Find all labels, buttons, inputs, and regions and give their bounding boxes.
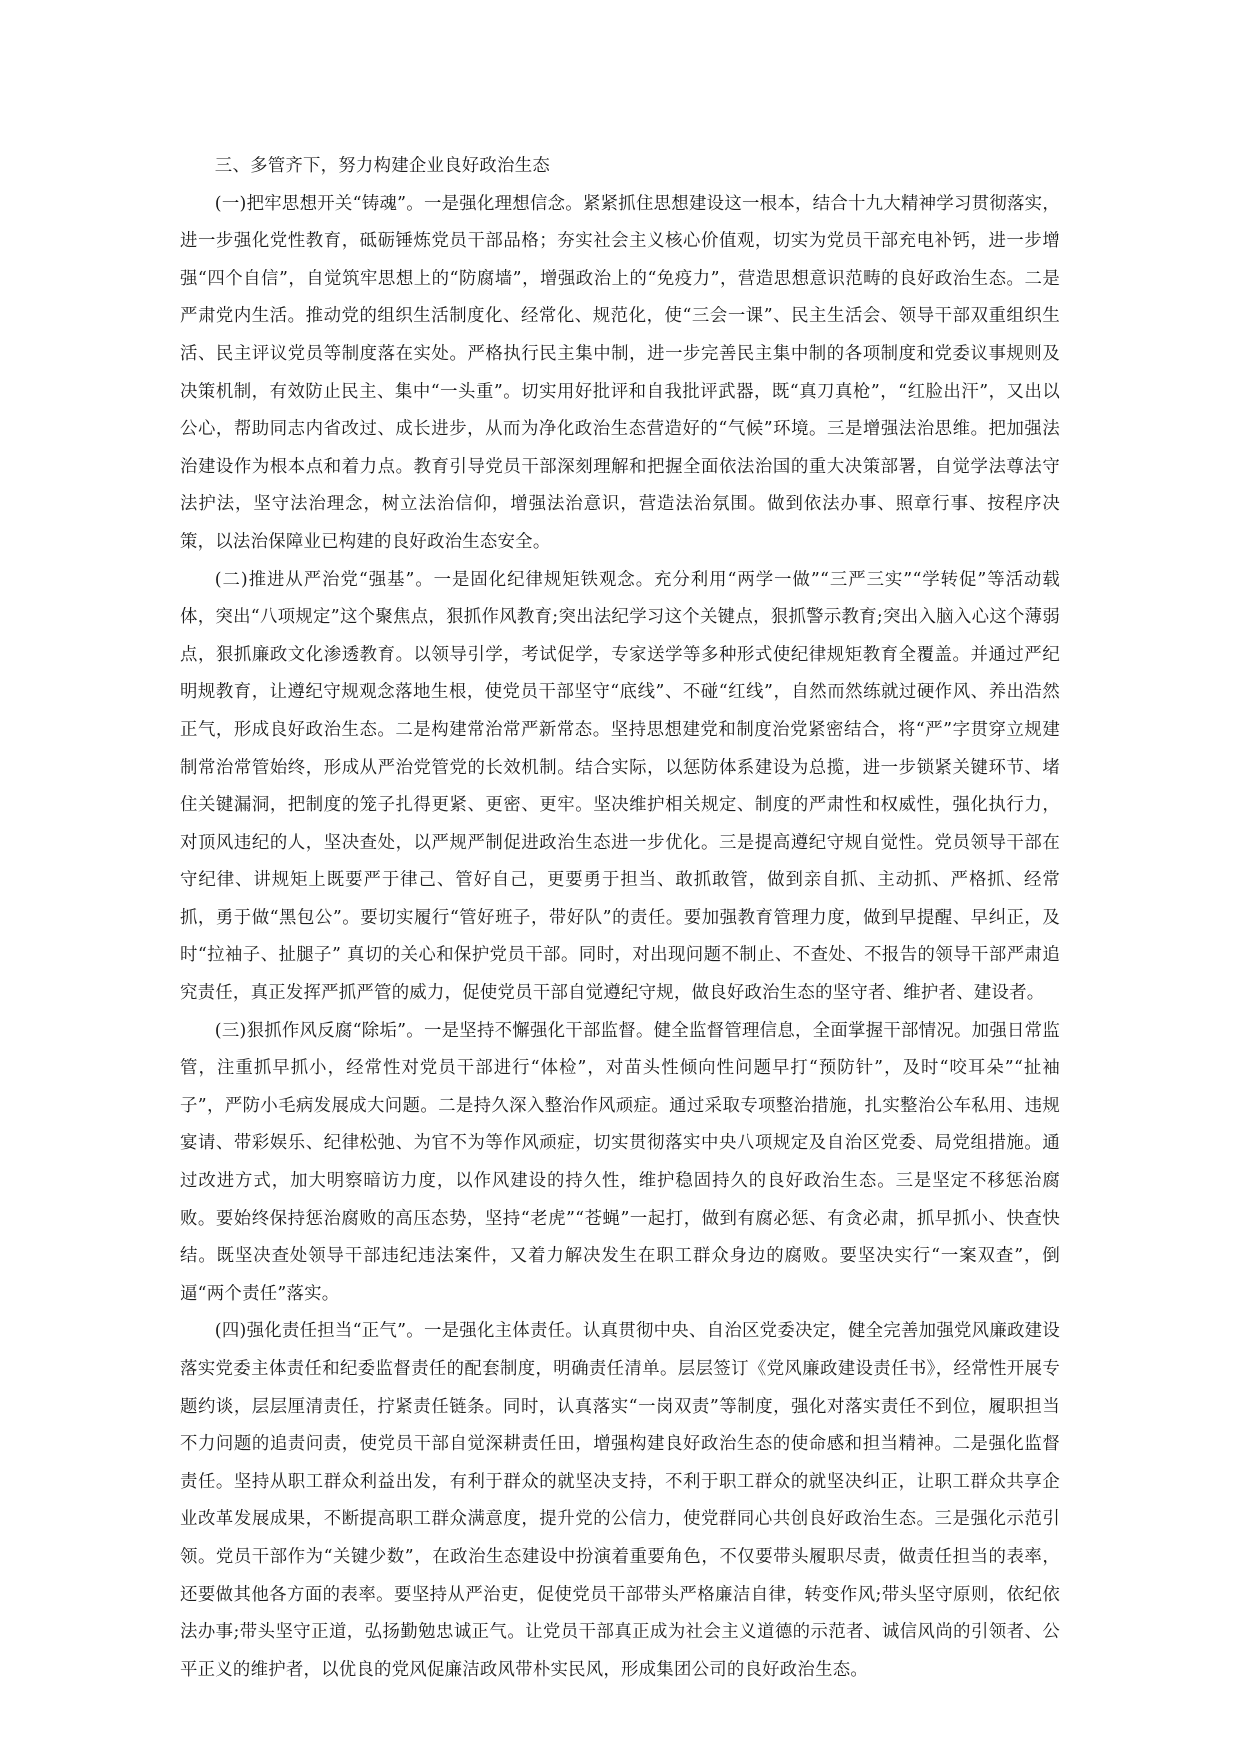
paragraph-2: (二)推进从严治党“强基”。一是固化纪律规矩铁观念。充分利用“两学一做”“三严三实”“学转促”等活动载体，突出“八项规定”这个聚焦点，狠抓作风教育;突出法纪学习这个关键点，狠抓警示教育;突出入脑入心这个薄弱点，狠抓廉政文化渗透教育。以领导引学，考试促学，专家送学等多种形式使纪律规矩教育全覆盖。并通过严纪明规教育，让遵纪守规观念落地生根，使党员干部坚守“底线”、不碰“红线”，自然而然练就过硬作风、养出浩然正气，形成良好政治生态。二是构建常治常严新常态。坚持思想建党和制度治党紧密结合，将“严”字贯穿立规建制常治常管始终，形成从严治党管党的长效机制。结合实际，以惩防体系建设为总揽，进一步锁紧关键环节、堵住关键漏洞，把制度的笼子扎得更紧、更密、更牢。坚决维护相关规定、制度的严肃性和权威性，强化执行力，对顶风违纪的人，坚决查处，以严规严制促进政治生态进一步优化。三是提高遵纪守规自觉性。党员领导干部在守纪律、讲规矩上既要严于律己、管好自己，更要勇于担当、敢抓敢管，做到亲自抓、主动抓、严格抓、经常抓，勇于做“黑包公”。要切实履行“管好班子，带好队”的责任。要加强教育管理力度，做到早提醒、早纠正，及时“拉袖子、扯腿子” 真切的关心和保护党员干部。同时，对出现问题不制止、不查处、不报告的领导干部严肃追究责任，真正发挥严抓严管的威力，促使党员干部自觉遵纪守规，做良好政治生态的坚守者、维护者、建设者。 [180, 569, 1060, 1004]
document-body [180, 148, 1060, 1689]
paragraph-4: (四)强化责任担当“正气”。一是强化主体责任。认真贯彻中央、自治区党委决定，健全完善加强党风廉政建设落实党委主体责任和纪委监督责任的配套制度，明确责任清单。层层签订《党风廉政建设责任书》，经常性开展专题约谈，层层厘清责任，拧紧责任链条。同时，认真落实“一岗双责”等制度，强化对落实责任不到位，履职担当不力问题的追责问责，使党员干部自觉深耕责任田，增强构建良好政治生态的使命感和担当精神。二是强化监督责任。坚持从职工群众利益出发，有利于群众的就坚决支持，不利于职工群众的就坚决纠正，让职工群众共享企业改革发展成果，不断提高职工群众满意度，提升党的公信力，使党群同心共创良好政治生态。三是强化示范引领。党员干部作为“关键少数”，在政治生态建设中扮演着重要角色，不仅要带头履职尽责，做责任担当的表率，还要做其他各方面的表率。要坚持从严治吏，促使党员干部带头严格廉洁自律，转变作风;带头坚守原则，依纪依法办事;带头坚守正道，弘扬勤勉忠诚正气。让党员干部真正成为社会主义道德的示范者、诚信风尚的引领者、公平正义的维护者，以优良的党风促廉洁政风带朴实民风，形成集团公司的良好政治生态。 [180, 1321, 1060, 1680]
paragraph-3: (三)狠抓作风反腐“除垢”。一是坚持不懈强化干部监督。健全监督管理信息，全面掌握干部情况。加强日常监管，注重抓早抓小，经常性对党员干部进行“体检”，对苗头性倾向性问题早打“预防针”，及时“咬耳朵”“扯袖子”，严防小毛病发展成大问题。二是持久深入整治作风顽症。通过采取专项整治措施，扎实整治公车私用、违规宴请、带彩娱乐、纪律松弛、为官不为等作风顽症，切实贯彻落实中央八项规定及自治区党委、局党组措施。通过改进方式，加大明察暗访力度，以作风建设的持久性，维护稳固持久的良好政治生态。三是坚定不移惩治腐败。要始终保持惩治腐败的高压态势，坚持“老虎”“苍蝇”一起打，做到有腐必惩、有贪必肃，抓早抓小、快查快结。既坚决查处领导干部违纪违法案件，又着力解决发生在职工群众身边的腐败。要坚决实行“一案双查”，倒逼“两个责任”落实。 [180, 1020, 1060, 1304]
section-heading: 三、多管齐下，努力构建企业良好政治生态 [214, 156, 550, 176]
paragraph-1: (一)把牢思想开关“铸魂”。一是强化理想信念。紧紧抓住思想建设这一根本，结合十九大精神学习贯彻落实，进一步强化党性教育，砥砺锤炼党员干部品格；夯实社会主义核心价值观，切实为党员干部充电补钙，进一步增强“四个自信”，自觉筑牢思想上的“防腐墙”，增强政治上的“免疫力”，营造思想意识范畴的良好政治生态。二是严肃党内生活。推动党的组织生活制度化、经常化、规范化，使“三会一课”、民主生活会、领导干部双重组织生活、民主评议党员等制度落在实处。严格执行民主集中制，进一步完善民主集中制的各项制度和党委议事规则及决策机制，有效防止民主、集中“一头重”。切实用好批评和自我批评武器，既“真刀真枪”，“红脸出汗”，又出以公心，帮助同志内省改过、成长进步，从而为净化政治生态营造好的“气候”环境。三是增强法治思维。把加强法治建设作为根本点和着力点。教育引导党员干部深刻理解和把握全面依法治国的重大决策部署，自觉学法尊法守法护法，坚守法治理念，树立法治信仰，增强法治意识，营造法治氛围。做到依法办事、照章行事、按程序决策，以法治保障业已构建的良好政治生态安全。 [180, 193, 1060, 552]
